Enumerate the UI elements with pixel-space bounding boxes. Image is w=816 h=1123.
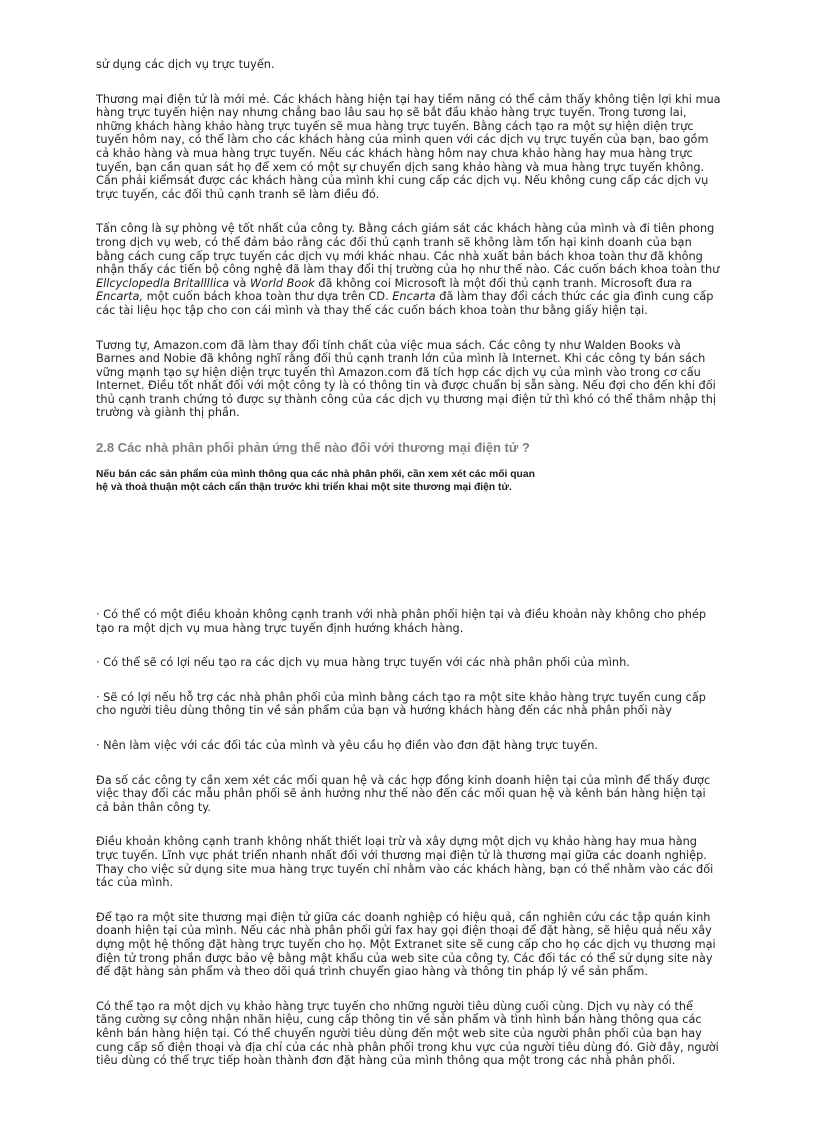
bullet-item-1: · Có thể có một điều khoản không cạnh tranh với nhà phân phối hiện tại và điều khoản này không cho phép tạo ra một dịch vụ mua hàng trực tuyến định hướng khách hàng. bbox=[96, 608, 707, 635]
paragraph-attack-defense: Tấn công là sự phòng vệ tốt nhất của công ty. Bằng cách giám sát các khách hàng của mình và đi tiên phong trong dịch vụ web, có thể đảm bảo rằng các đối thủ cạnh tranh sẽ không làm tổn hại kinh doanh của bạn bằng cách cung cấp trực tuyến các dịch vụ mới khác nhau. Các nhà xuất bản bách khoa toàn thư đã không nhận thấy các tiến bộ công nghệ đã làm thay đổi thị trường của họ như thế nào. Các cuốn bách khoa toàn thư Ellcyclopedla Britallllica và World Book đã không coi Microsoft là một đối thủ cạnh tranh. Microsoft đưa ra Encarta, một cuốn bách khoa toàn thư dựa trên CD. Encarta đã làm thay đổi cách thức các gia đình cung cấp các tài liệu học tập cho con cái mình và thay thế các cuốn bách khoa toàn thư bằng giấy hiện tại. bbox=[96, 222, 720, 317]
bullet-item-4: · Nên làm việc với các đối tác của mình và yêu cầu họ điền vào đơn đặt hàng trực tuyến. bbox=[96, 739, 598, 753]
blank-space bbox=[96, 494, 722, 608]
paragraph-b2b-site: Để tạo ra một site thương mại điện tử giữa các doanh nghiệp có hiệu quả, cần nghiên cứu các tập quán kinh doanh hiện tại của mình. Nếu các nhà phân phối gửi fax hay gọi điện thoại để đặt hàng, sẽ hiệu quả nếu xây dựng một hệ thống đặt hàng trực tuyến cho họ. Một Extranet site sẽ cung cấp cho họ các dịch vụ thương mại điện tử trong phần được bảo vệ bằng mật khẩu của web site của công ty. Các đối tác có thể sử dụng site này để đặt hàng sản phẩm và theo dõi quá trình chuyển giao hàng và thông tin pháp lý về sản phẩm. bbox=[96, 910, 716, 979]
bullet-item-2: · Có thể sẽ có lợi nếu tạo ra các dịch vụ mua hàng trực tuyến với các nhà phân phối của mình. bbox=[96, 656, 630, 670]
paragraph-relationships: Đa số các công ty cần xem xét các mối quan hệ và các hợp đồng kinh doanh hiện tại của mình để thấy được việc thay đổi các mẫu phân phối sẽ ảnh hưởng như thế nào đến các mối quan hệ và kênh bán hàng hiện tại cả bản thân công ty. bbox=[96, 773, 711, 814]
document-page bbox=[96, 58, 722, 1089]
bullet-item-3: · Sẽ có lợi nếu hỗ trợ các nhà phân phối của mình bằng cách tạo ra một site khảo hàng trực tuyến cung cấp cho người tiêu dùng thông tin về sản phẩm của bạn và hướng khách hàng đến các nhà phân phối này bbox=[96, 690, 706, 718]
paragraph-continuation: sử dụng các dịch vụ trực tuyến. bbox=[96, 58, 275, 71]
paragraph-amazon: Tương tự, Amazon.com đã làm thay đổi tính chất của việc mua sách. Các công ty như Walden Books và Barnes and Nobie đã không nghĩ rằng đối thủ cạnh tranh lớn của mình là Internet. Khi các công ty bán sách vững mạnh tạo sự hiện diện trực tuyến thì Amazon.com đã tích hợp các dịch vụ của mình vào trong cơ cấu Internet. Điều tốt nhất đối với một công ty là có thông tin và được chuẩn bị sẵn sàng. Nếu đợi cho đến khi đối thủ cạnh tranh chứng tỏ được sự thành công của các dịch vụ thương mại điện tử thì khó có thể thâm nhập thị trường và giành thị phần. bbox=[96, 338, 716, 420]
italic-title-world-book: World Book bbox=[250, 276, 315, 290]
paragraph-end-consumers: Có thể tạo ra một dịch vụ khảo hàng trực tuyến cho những người tiêu dùng cuối cùng. Dịch vụ này có thể tăng cường sự công nhận nhãn hiệu, cung cấp thông tin về sản phẩm và tình hình bán hàng thông qua các kênh bán hàng hiện tại. Có thể chuyển người tiêu dùng đến một web site của người phân phối của bạn hay cung cấp số điện thoại và địa chỉ của các nhà phân phối trong khu vực của người tiêu dùng đó. Giờ đây, người tiêu dùng có thể trực tiếp hoàn thành đơn đặt hàng của mình thông qua một trong các nhà phân phối. bbox=[96, 999, 719, 1068]
section-heading: 2.8 Các nhà phân phối phản ứng thế nào đối với thương mại điện tử ? bbox=[96, 440, 530, 456]
paragraph-ecommerce-new: Thương mại điện tử là mới mẻ. Các khách hàng hiện tại hay tiềm năng có thể cảm thấy không tiện lợi khi mua hàng trực tuyến hiện nay nhưng chẳng bao lâu sau họ sẽ bắt đầu khảo hàng trực tuyến. Trong tương lai, những khách hàng khảo hàng trực tuyến sẽ mua hàng trực tuyến. Bằng cách tạo ra một sự hiện diện trực tuyến hôm nay, có thể làm cho các khách hàng của mình quen với các dịch vụ trực tuyến của bạn, bao gồm cả khảo hàng và mua hàng trực tuyến. Nếu các khách hàng hôm nay chưa khảo hàng hay mua hàng trực tuyến, bạn cần quan sát họ để xem có một sự chuyển dịch sang khảo hàng và mua hàng trực tuyến không. Cần phải kiểmsát được các khách hàng của mình khi cung cấp các dịch vụ. Nếu không cung cấp các dịch vụ trực tuyến, các đối thủ cạnh tranh sẽ làm điều đó. bbox=[96, 92, 721, 201]
callout-note: Nếu bán các sản phẩm của mình thông qua các nhà phân phối, cần xem xét các mối quan hệ và thoả thuận một cách cẩn thận trước khi triển khai một site thương mại điện tử. bbox=[96, 468, 535, 493]
italic-title-encarta: Encarta, bbox=[96, 290, 144, 304]
paragraph-non-compete: Điều khoản không cạnh tranh không nhất thiết loại trừ và xây dựng một dịch vụ khảo hàng hay mua hàng trực tuyến. Lĩnh vực phát triển nhanh nhất đối với thương mại điện tử là thương mại giữa các doanh nghiệp. Thay cho việc sử dụng site mua hàng trực tuyến chỉ nhằm vào các khách hàng, bạn có thể nhằm vào các đối tác của mình. bbox=[96, 835, 714, 890]
italic-title-britannica: Ellcyclopedla Britallllica bbox=[96, 276, 230, 290]
italic-title-encarta-2: Encarta bbox=[392, 290, 436, 304]
